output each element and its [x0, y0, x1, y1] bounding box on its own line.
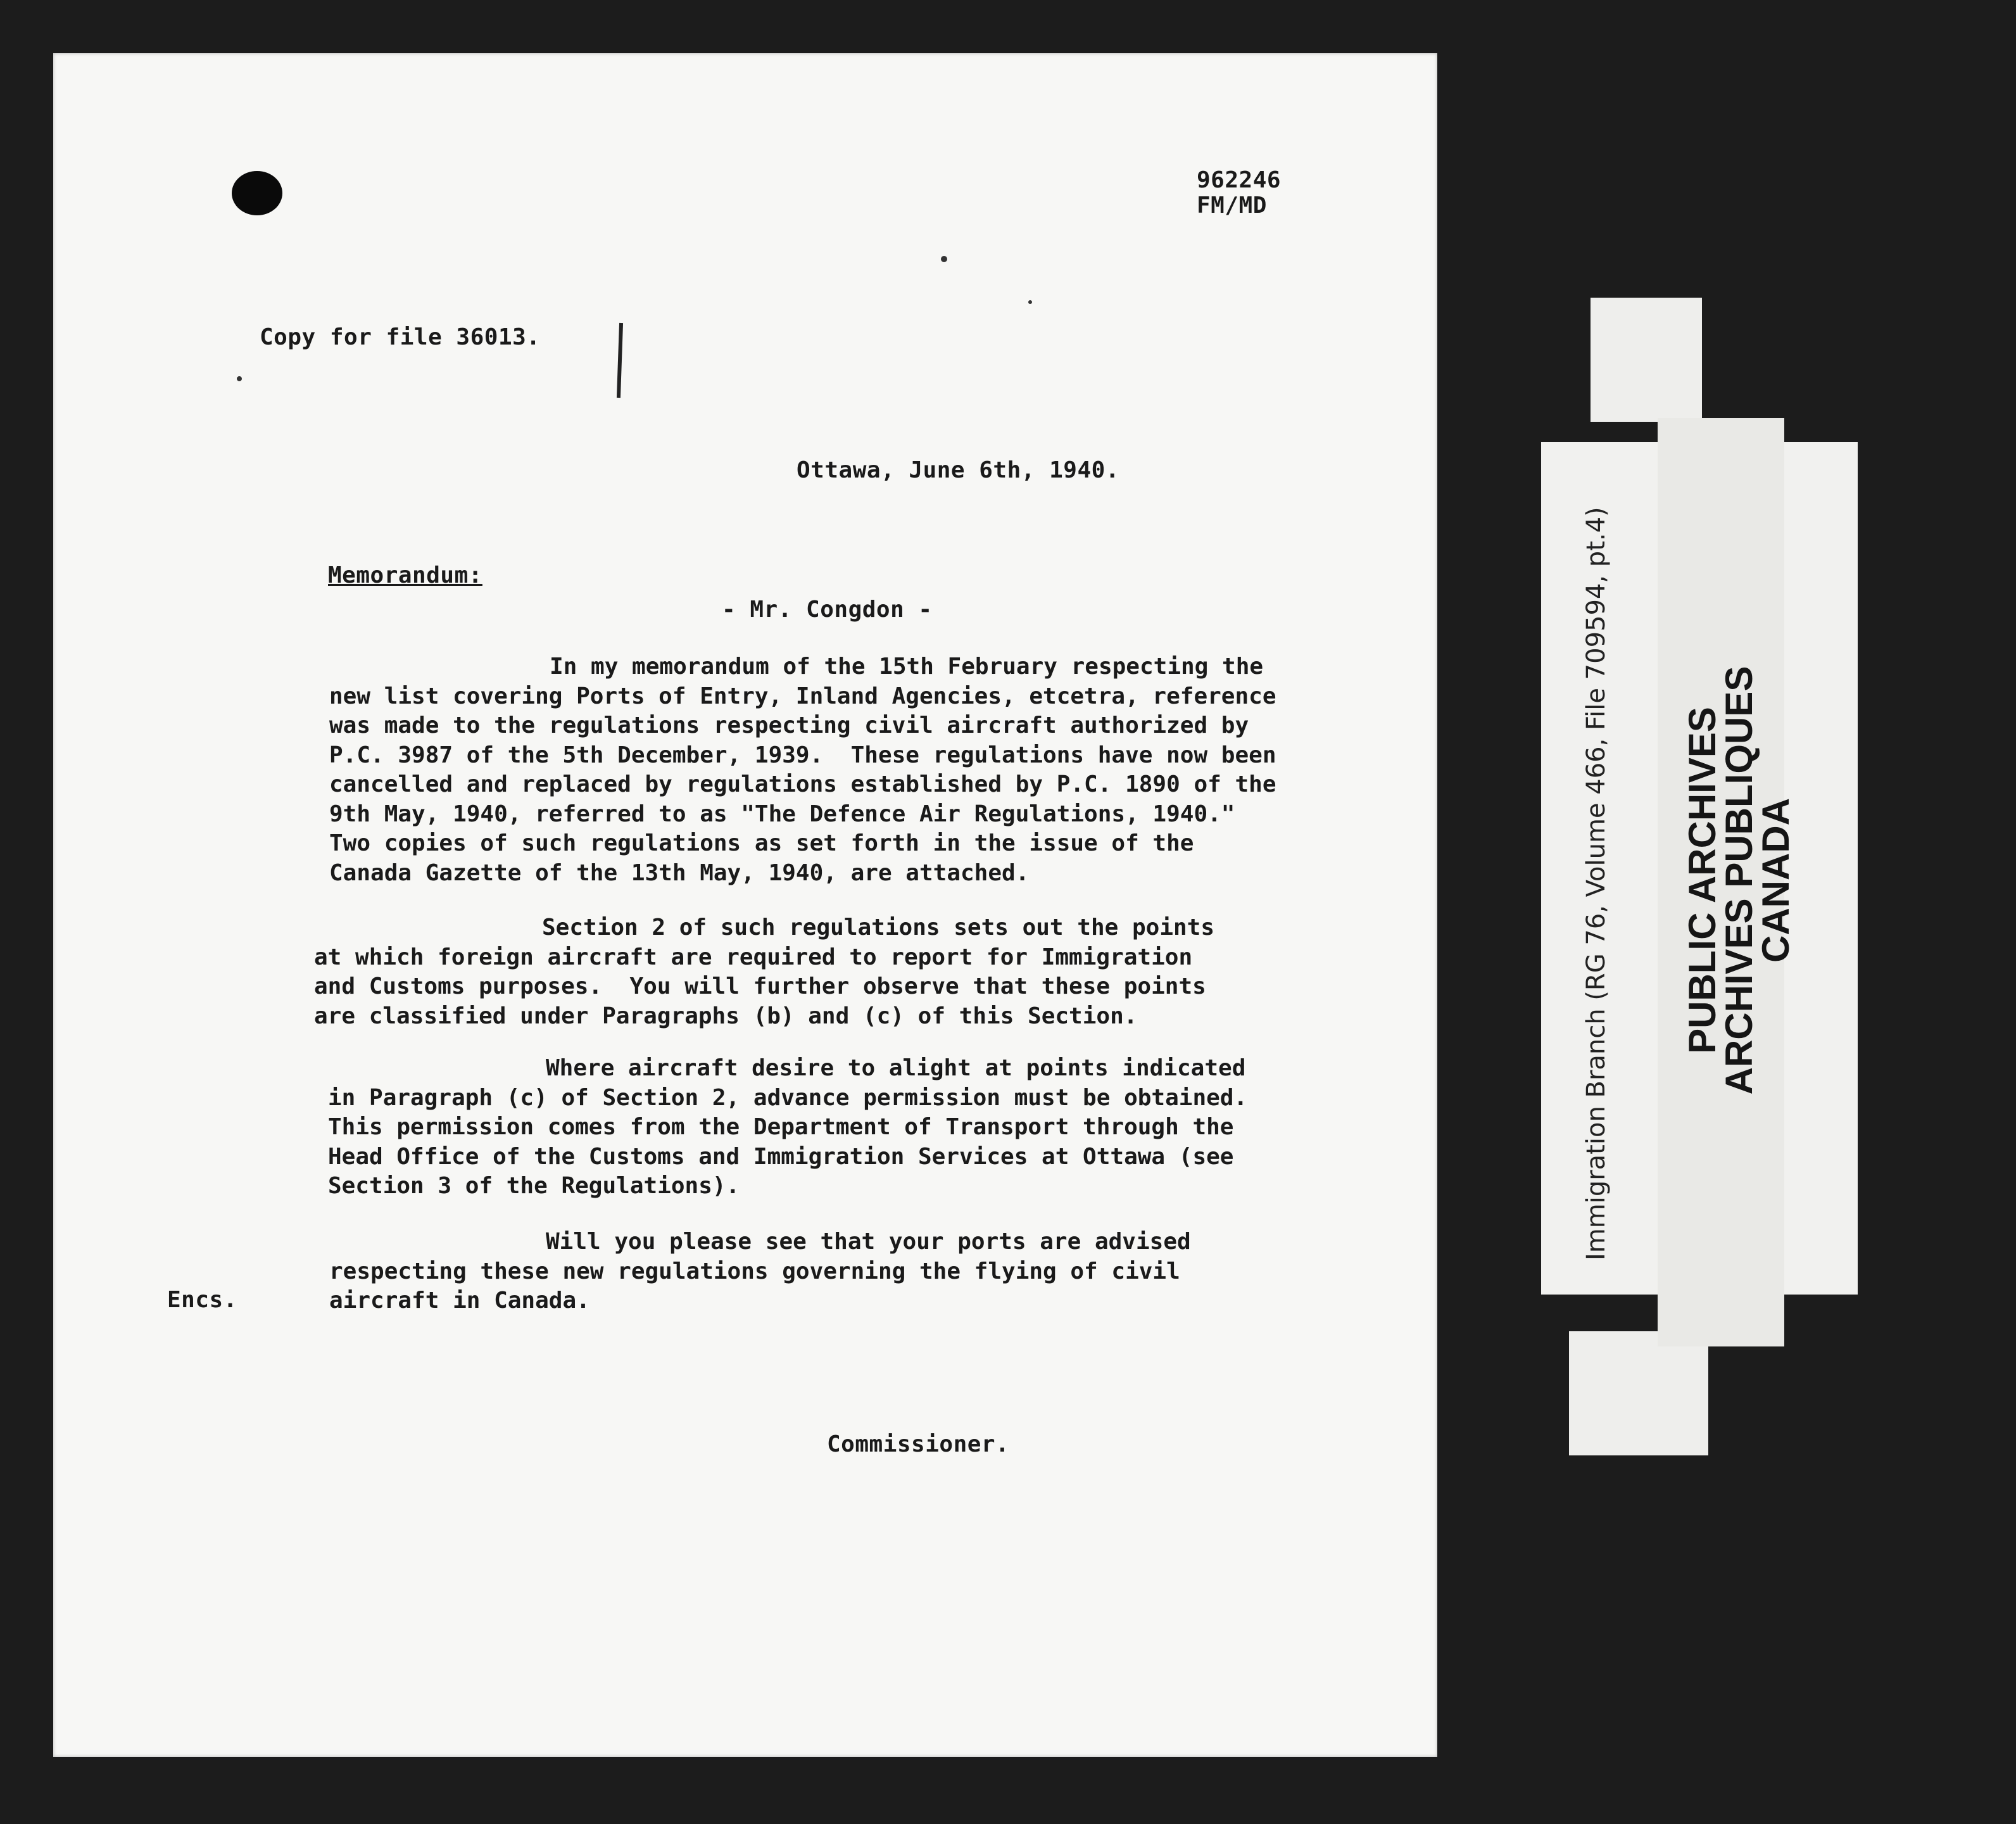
paragraph-line: Will you please see that your ports are advised [546, 1229, 1191, 1255]
pen-mark [617, 323, 623, 398]
stamp-tab-top [1591, 298, 1702, 422]
paragraph-line: in Paragraph (c) of Section 2, advance permission must be obtained. [328, 1084, 1248, 1111]
paragraph-line: and Customs purposes. You will further observe that these points [314, 973, 1206, 999]
paragraph-1 [329, 652, 1276, 888]
reference-initials: FM/MD [1197, 193, 1267, 218]
paragraph-line: 9th May, 1940, referred to as "The Defence Air Regulations, 1940." [329, 801, 1235, 827]
stamp-tab-bottom [1569, 1331, 1708, 1455]
paragraph-3 [328, 1054, 1247, 1201]
speck [941, 256, 947, 262]
paragraph-line: This permission comes from the Department of Transport through the [328, 1114, 1234, 1140]
reference-number: 962246 [1197, 167, 1282, 193]
memo-page [53, 53, 1437, 1757]
paragraph-line: Two copies of such regulations as set forth in the issue of the [329, 830, 1194, 856]
addressee: - Mr. Congdon - [722, 597, 933, 623]
paragraph-line: Section 2 of such regulations sets out the points [542, 915, 1215, 940]
place-date: Ottawa, June 6th, 1940. [797, 457, 1119, 483]
speck [1028, 300, 1032, 304]
paragraph-line: aircraft in Canada. [329, 1288, 590, 1314]
paragraph-line: new list covering Ports of Entry, Inland Agencies, etcetra, reference [329, 683, 1276, 709]
paragraph-line: at which foreign aircraft are required to report for Immigration [314, 944, 1193, 970]
paragraph-line: was made to the regulations respecting civil aircraft authorized by [329, 712, 1249, 738]
copy-note: Copy for file 36013. [260, 324, 541, 350]
paragraph-line: cancelled and replaced by regulations established by P.C. 1890 of the [329, 771, 1276, 797]
archive-line-1: PUBLIC ARCHIVES [1681, 707, 1723, 1054]
paragraph-line: respecting these new regulations governing the flying of civil [329, 1258, 1180, 1284]
paragraph-4 [329, 1227, 1191, 1316]
paragraph-line: Where aircraft desire to alight at points indicated [546, 1055, 1246, 1081]
paragraph-line: P.C. 3987 of the 5th December, 1939. These regulations have now been [329, 742, 1276, 768]
archive-stamp [1681, 646, 1797, 1115]
paragraph-line: Canada Gazette of the 13th May, 1940, are attached. [329, 859, 1030, 886]
enclosure-note: Encs. [167, 1287, 237, 1313]
paragraph-2 [314, 913, 1214, 1031]
archive-line-3: CANADA [1755, 798, 1797, 963]
paragraph-line: Head Office of the Customs and Immigration Services at Ottawa (see [328, 1143, 1234, 1170]
memo-heading: Memorandum: [328, 562, 482, 588]
paragraph-line: are classified under Paragraphs (b) and (c) of this Section. [314, 1003, 1138, 1029]
speck [237, 376, 242, 381]
archive-line-2: ARCHIVES PUBLIQUES [1718, 666, 1760, 1095]
archive-file-reference: Immigration Branch (RG 76, Volume 466, File 709594, pt.4) [1582, 507, 1611, 1260]
punch-hole [232, 171, 282, 215]
paragraph-line: In my memorandum of the 15th February respecting the [550, 654, 1264, 680]
signature: Commissioner. [827, 1431, 1010, 1457]
paragraph-line: Section 3 of the Regulations). [328, 1173, 740, 1199]
